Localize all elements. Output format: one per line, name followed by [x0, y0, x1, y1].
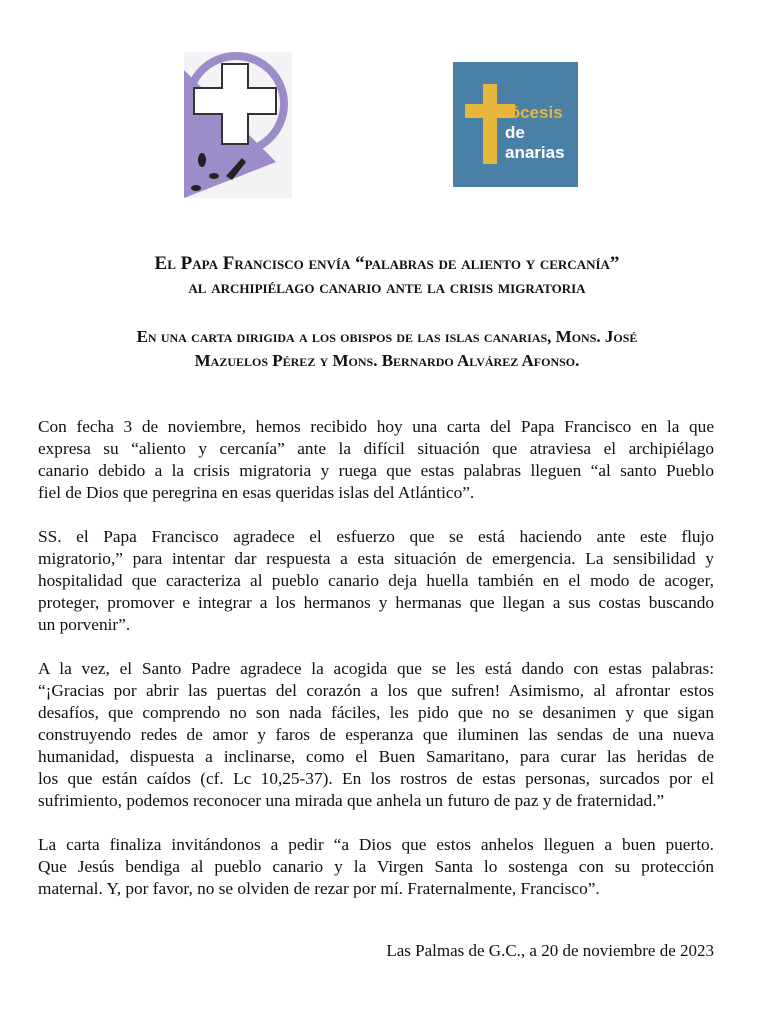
paragraph-line: fiel de Dios que peregrina en esas queridas islas del Atlántico”. — [38, 483, 475, 502]
title-line: al archipiélago canario ante la crisis migratoria — [188, 277, 586, 298]
paragraph-line: expresa su “aliento y cercanía” ante la difícil situación que atraviesa el archipiélago — [38, 439, 714, 458]
paragraph-line: “¡Gracias por abrir las puertas del corazón a los que sufren! Asimismo, al afrontar estos — [38, 681, 714, 700]
logo-text-1: iócesis — [505, 103, 563, 122]
diocese-canarias-logo — [453, 62, 578, 187]
page-title — [0, 252, 774, 300]
title-line: El Papa Francisco envía “palabras de aliento y cercanía” — [154, 253, 620, 274]
logo-text-2: de — [505, 123, 525, 142]
paragraph-line: migratorio,” para intentar dar respuesta a esta situación de emergencia. La sensibilidad y — [38, 549, 714, 568]
paragraph-line: hospitalidad que caracteriza al pueblo canario deja huella también en el modo de acoger, — [38, 571, 714, 590]
paragraph-line: canario debido a la crisis migratoria y ruega que estas palabras lleguen “al santo Pueblo — [38, 461, 714, 480]
paragraph-line: Con fecha 3 de noviembre, hemos recibido hoy una carta del Papa Francisco en la que — [38, 417, 714, 436]
letter-body — [38, 416, 714, 922]
paragraph — [38, 834, 714, 900]
paragraph-line: SS. el Papa Francisco agradece el esfuerzo que se está haciendo ante este flujo — [38, 527, 714, 546]
paragraph-line: un porvenir”. — [38, 615, 131, 634]
paragraph-line: sufrimiento, podemos reconocer una mirada que anhela un futuro de paz y de fraternidad.” — [38, 791, 665, 810]
paragraph — [38, 526, 714, 636]
paragraph-line: construyendo redes de amor y faros de esperanza que iluminen las sendas de una nueva — [38, 725, 714, 744]
subtitle — [0, 325, 774, 373]
paragraph-line: maternal. Y, por favor, no se olviden de rezar por mí. Fraternalmente, Francisco”. — [38, 879, 600, 898]
paragraph-line: La carta finaliza invitándonos a pedir “a Dios que estos anhelos lleguen a buen puerto. — [38, 835, 714, 854]
paragraph-line: desafíos, que comprendo no son nada fáciles, les pido que no se desanimen y que sigan — [38, 703, 714, 722]
paragraph-line: A la vez, el Santo Padre agradece la acogida que se les está dando con estas palabras: — [38, 659, 714, 678]
paragraph-line: proteger, promover e integrar a los hermanos y hermanas que llegan a sus costas buscando — [38, 593, 714, 612]
subtitle-line: En una carta dirigida a los obispos de las islas canarias, Mons. José — [136, 327, 638, 346]
paragraph — [38, 658, 714, 812]
diocese-laguna-logo — [184, 52, 292, 198]
paragraph-line: humanidad, dispuesta a inclinarse, como el Buen Samaritano, para curar las heridas de — [38, 747, 714, 766]
logo-text-3: anarias — [505, 143, 565, 162]
paragraph — [38, 416, 714, 504]
subtitle-line: Mazuelos Pérez y Mons. Bernardo Alvárez Afonso. — [194, 351, 580, 370]
paragraph-line: Que Jesús bendiga al pueblo canario y la Virgen Santa lo sostenga con su protección — [38, 857, 714, 876]
signature-line: Las Palmas de G.C., a 20 de noviembre de 2023 — [386, 941, 714, 960]
paragraph-line: los que están caídos (cf. Lc 10,25-37). En los rostros de estas personas, surcados por el — [38, 769, 714, 788]
